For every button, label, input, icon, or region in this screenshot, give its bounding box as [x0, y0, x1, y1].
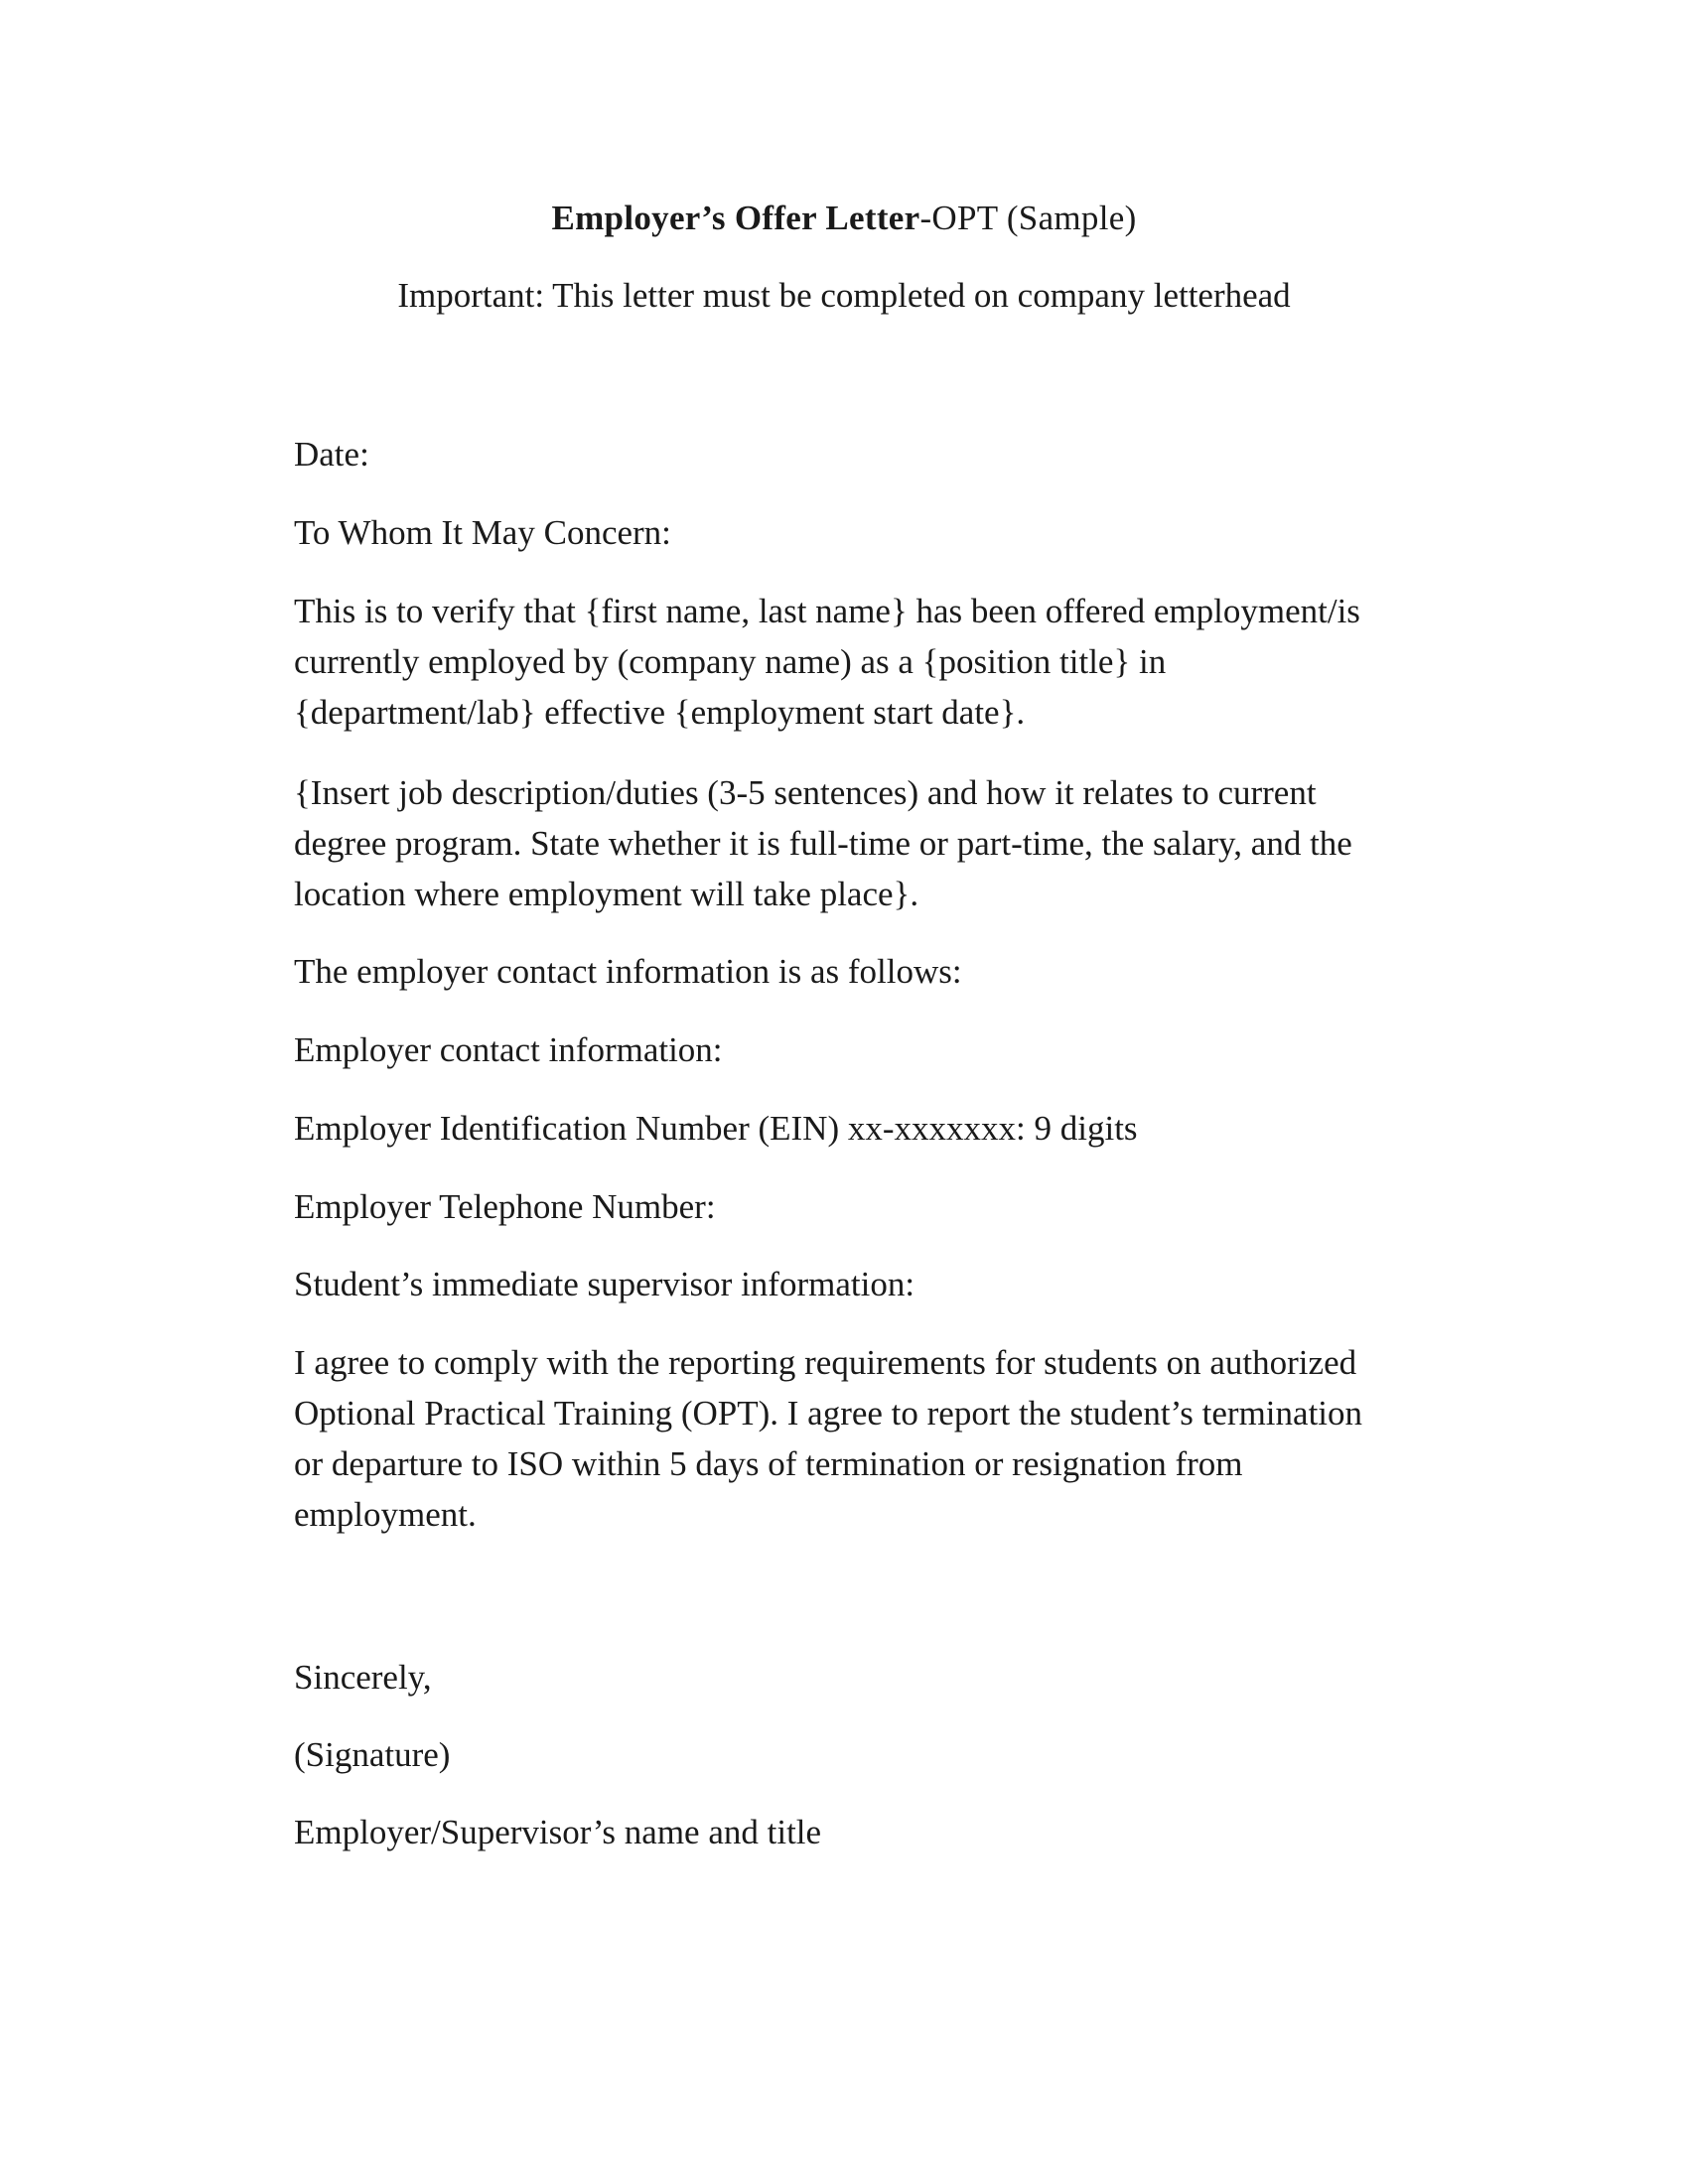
employer-contact-label: Employer contact information: — [294, 1030, 723, 1069]
document-title-suffix: -OPT (Sample) — [919, 199, 1137, 237]
letterhead-notice: Important: This letter must be completed on company letterhead — [397, 276, 1291, 315]
paragraph-line: or departure to ISO within 5 days of termination or resignation from — [294, 1444, 1243, 1483]
ein-line: Employer Identification Number (EIN) xx-xxxxxxx: 9 digits — [294, 1109, 1138, 1148]
paragraph-line: {Insert job description/duties (3-5 sentences) and how it relates to current — [294, 773, 1317, 812]
document-title — [0, 195, 1688, 242]
agreement-paragraph — [294, 1337, 1485, 1540]
paragraph-line: employment. — [294, 1495, 477, 1534]
paragraph-line: degree program. State whether it is full-time or part-time, the salary, and the — [294, 824, 1352, 863]
closing-sincerely: Sincerely, — [294, 1658, 432, 1697]
paragraph-line: location where employment will take place}. — [294, 875, 919, 913]
paragraph-line: This is to verify that {first name, last name} has been offered employment/is — [294, 592, 1360, 630]
paragraph-line: currently employed by (company name) as a {position title} in — [294, 642, 1167, 681]
telephone-line: Employer Telephone Number: — [294, 1187, 716, 1226]
contact-intro: The employer contact information is as follows: — [294, 952, 962, 991]
paragraph-line: I agree to comply with the reporting requirements for students on authorized — [294, 1343, 1357, 1382]
signer-name-title: Employer/Supervisor’s name and title — [294, 1813, 822, 1851]
document-title-bold: Employer’s Offer Letter — [551, 199, 920, 237]
job-description-paragraph — [294, 767, 1485, 919]
salutation: To Whom It May Concern: — [294, 513, 671, 552]
paragraph-line: {department/lab} effective {employment start date}. — [294, 693, 1026, 732]
paragraph-line: Optional Practical Training (OPT). I agree to report the student’s termination — [294, 1394, 1363, 1433]
signature-placeholder: (Signature) — [294, 1735, 451, 1774]
verification-paragraph — [294, 586, 1485, 738]
supervisor-info-line: Student’s immediate supervisor information: — [294, 1265, 915, 1303]
date-label: Date: — [294, 435, 369, 474]
